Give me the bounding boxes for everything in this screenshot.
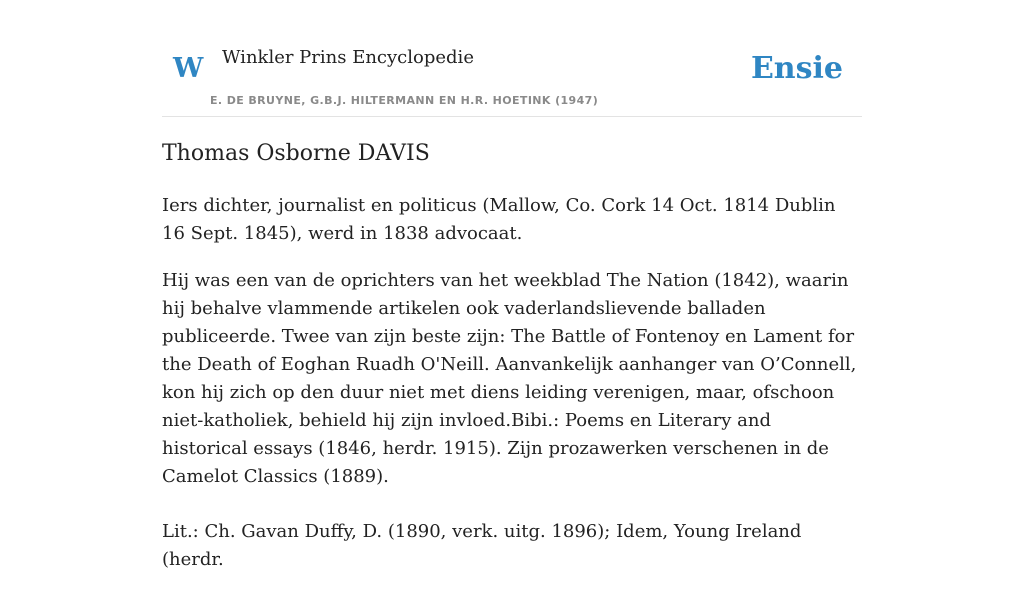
article-paragraph-main: Hij was een van de oprichters van het weekblad The Nation (1842), waarin hij behalve vlammende artikelen ook vaderlandslievende balladen publiceerde. Twee van zijn beste zijn: The Battle of Fontenoy en Lament for the Death of Eoghan Ruadh O'Neill. Aanvankelijk aanhanger van O’Connell, kon hij zich op den duur niet met diens leiding verenigen, maar, ofschoon niet-katholiek, behield hij zijn invloed.Bibi.: Poems en Literary and historical essays (1846, herdr. 1915). Zijn prozawerken verschenen in de Camelot Classics (1889). — [162, 270, 857, 487]
ensie-logo-link[interactable]: Ensie — [750, 51, 843, 86]
source-authors: E. DE BRUYNE, G.B.J. HILTERMANN EN H.R. HOETINK (1947) — [210, 94, 599, 107]
source-header — [162, 0, 862, 117]
article-paragraph-intro: Iers dichter, journalist en politicus (Mallow, Co. Cork 14 Oct. 1814 Dublin 16 Sept. 1845), werd in 1838 advocaat. — [162, 195, 836, 244]
article-paragraph-literature: Lit.: Ch. Gavan Duffy, D. (1890, verk. uitg. 1896); Idem, Young Ireland (herdr. — [162, 521, 802, 570]
source-title[interactable]: Winkler Prins Encyclopedie — [222, 47, 474, 68]
article-body — [162, 192, 862, 593]
article-title: Thomas Osborne DAVIS — [162, 141, 430, 166]
winkler-prins-logo-icon[interactable]: W — [173, 53, 204, 84]
